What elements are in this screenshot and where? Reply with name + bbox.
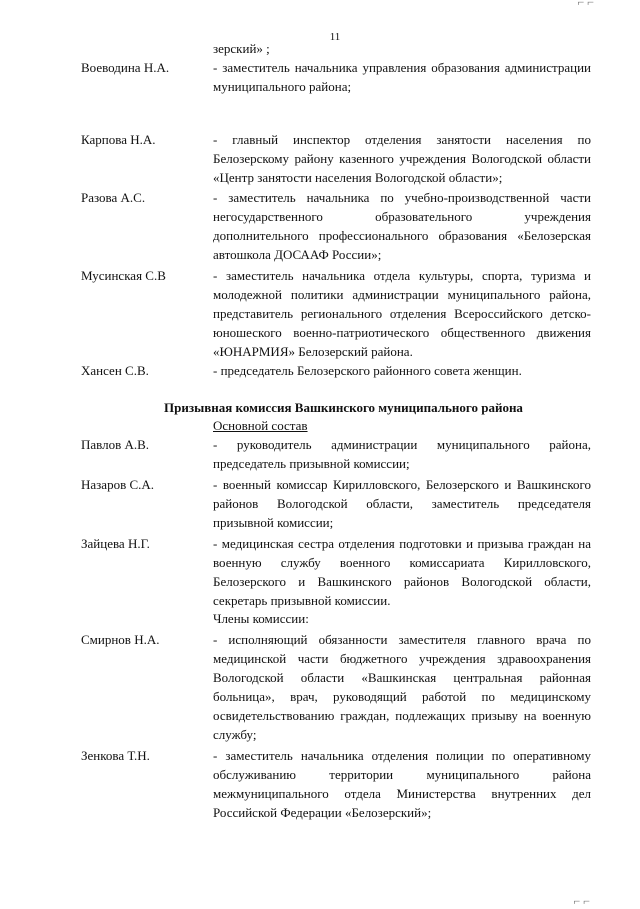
member-entry — [81, 535, 591, 611]
document-body — [81, 40, 591, 822]
member-description: - военный комиссар Кирилловского, Белозерского и Вашкинского районов Вологодской области, заместитель председателя призывной комиссии; — [213, 477, 591, 530]
member-description: - главный инспектор отделения занятости населения по Белозерскому району казенного учреждения Вологодской области «Центр занятости населения Вологодской области»; — [213, 131, 591, 185]
member-description: - заместитель начальника по учебно-производственной части негосударственного образовательного учреждения дополнительного профессионального образования «Белозерская автошкола ДОСААФ России»; — [213, 190, 591, 263]
member-entry — [81, 267, 591, 362]
member-entry — [81, 189, 591, 265]
members-heading: Члены комиссии: — [213, 611, 309, 627]
corner-mark-bottom: ⌐ ⌐ — [573, 894, 590, 908]
member-description: - заместитель начальника отделения полиции по оперативному обслуживанию территории муниципального района межмуниципального отдела Министерства внутренних дел Российской Федерации «Белозерский»; — [213, 747, 591, 820]
member-name: Назаров С.А. — [81, 477, 155, 493]
member-entry — [81, 362, 591, 381]
member-entry — [81, 476, 591, 533]
member-entry — [81, 747, 591, 823]
section-subtitle: Основной состав — [213, 418, 308, 434]
member-name: Мусинская С.В — [81, 268, 166, 284]
member-entry — [81, 631, 591, 744]
member-name: Карпова Н.А. — [81, 131, 156, 147]
member-description: - заместитель начальника отдела культуры, спорта, туризма и молодежной политики администрации муниципального района, представитель регионального отделения Всероссийского детско-юношеского военно-патриотического общественного движения «ЮНАРМИЯ» Белозерский района. — [213, 268, 591, 359]
member-description: - руководитель администрации муниципального района, председатель призывной комиссии; — [213, 437, 591, 472]
corner-mark-top: ⌐ ⌐ — [577, 0, 594, 9]
member-name: Разова А.С. — [81, 190, 146, 206]
member-name: Павлов А.В. — [81, 437, 150, 453]
member-name: Хансен С.В. — [81, 362, 149, 378]
member-description: - заместитель начальника управления образования администрации муниципального района; — [213, 59, 591, 94]
member-name: Зенкова Т.Н. — [81, 747, 150, 763]
member-entry — [81, 436, 591, 474]
member-description: - медицинская сестра отделения подготовки и призыва граждан на военную службу военного комиссариата Кирилловского, Белозерского и Вашкинского районов Вологодской области, секретарь призывной комиссии. — [213, 535, 591, 608]
member-name: Воеводина Н.А. — [81, 59, 170, 75]
member-entry — [81, 59, 591, 97]
member-name: Смирнов Н.А. — [81, 632, 160, 648]
member-entry — [81, 131, 591, 188]
continuation-text: зерский» ; — [213, 41, 270, 56]
section-title: Призывная комиссия Вашкинского муниципального района — [164, 399, 523, 415]
member-name: Зайцева Н.Г. — [81, 535, 150, 551]
member-description: - председатель Белозерского районного совета женщин. — [213, 362, 522, 378]
member-description: - исполняющий обязанности заместителя главного врача по медицинской части бюджетного учреждения здравоохранения Вологодской области «Вашкинская центральная районная больница», врач, руководящий работой по медицинскому освидетельствованию граждан, подлежащих призыву на военную службу; — [213, 632, 591, 742]
page-number: 11 — [329, 31, 341, 43]
